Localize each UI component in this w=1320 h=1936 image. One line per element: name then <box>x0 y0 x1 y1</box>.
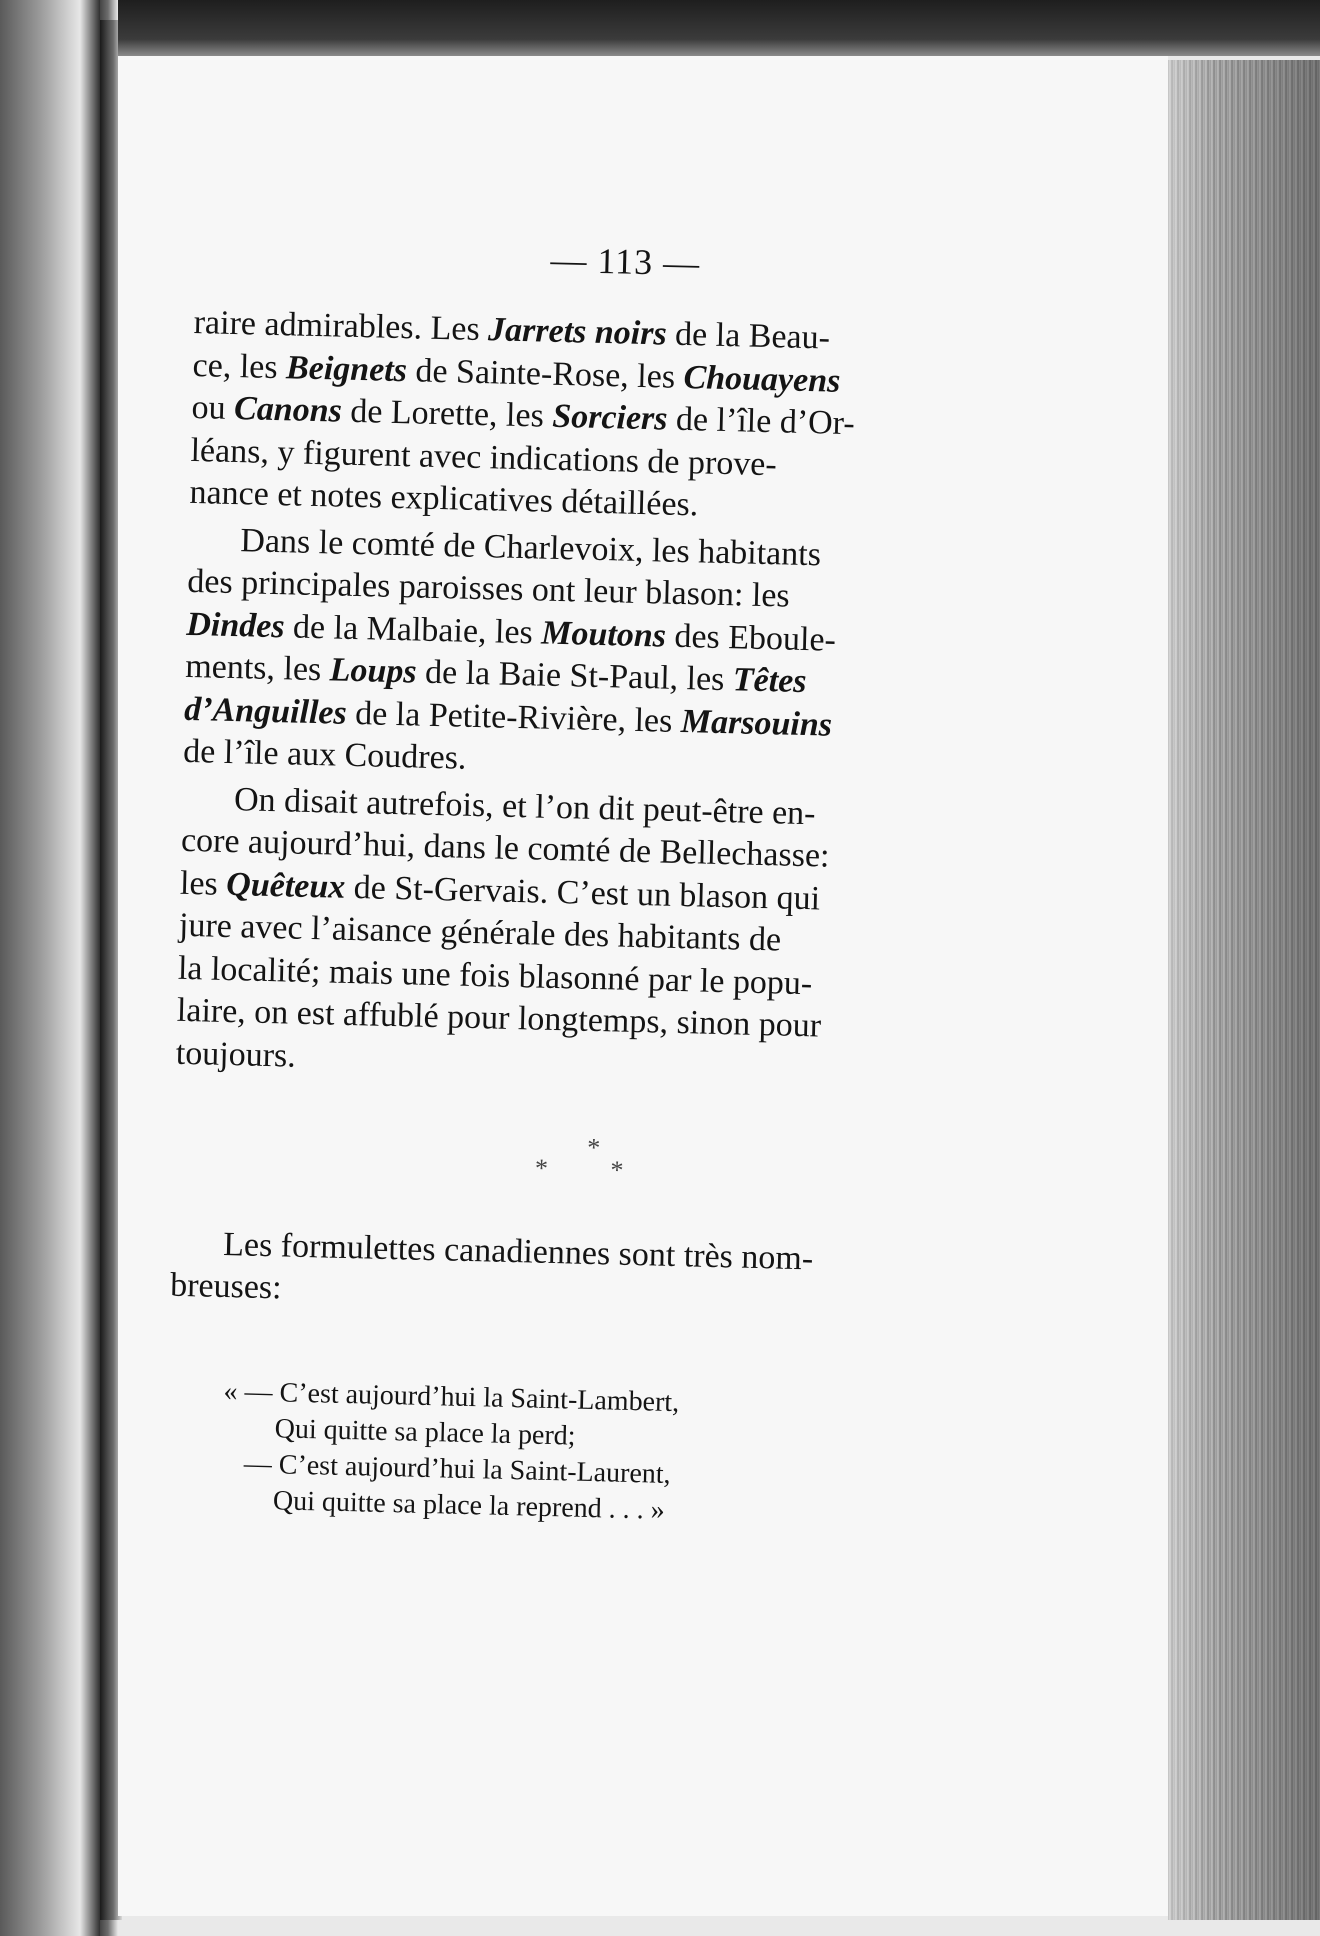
verse-line: — C’est aujourd’hui la Saint-Laurent, <box>243 1448 672 1490</box>
paragraph-3 <box>175 777 982 1094</box>
text-line: de l’île aux Coudres. <box>182 732 467 777</box>
asterism-top: * <box>586 1132 601 1163</box>
verse-block <box>221 1374 968 1536</box>
asterism-divider <box>173 1127 974 1191</box>
page-fore-edge-shade <box>1168 60 1320 1920</box>
text-line: toujours. <box>175 1034 297 1075</box>
paragraph-2 <box>183 518 989 792</box>
text-line: Les formulettes canadiennes sont très nom- <box>222 1225 814 1278</box>
text-line: d’Anguilles de la Petite-Rivière, les Marsouins <box>183 690 833 744</box>
text-line: nance et notes explicatives détaillées. <box>189 473 699 524</box>
asterism-bottom: * * <box>534 1153 652 1186</box>
text-line: les Quêteux de St-Gervais. C’est un blason qui <box>179 864 821 917</box>
text-line: jure avec l’aisance générale des habitants de <box>178 906 782 959</box>
text-line: raire admirables. Les Jarrets noirs de la Beau- <box>193 303 831 357</box>
verse-line: « — C’est aujourd’hui la Saint-Lambert, <box>223 1376 680 1419</box>
text-line: core aujourd’hui, dans le comté de Bellechasse: <box>180 821 830 875</box>
text-line: la localité; mais une fois blasonné par le popu- <box>177 949 813 1002</box>
text-line: des principales paroisses ont leur blason: les <box>186 562 791 615</box>
page-text <box>165 230 996 1536</box>
top-shadow-band <box>118 0 1320 56</box>
paragraph-4 <box>170 1223 972 1327</box>
text-line: On disait autrefois, et l’on dit peut-être en- <box>233 780 816 832</box>
text-line: breuses: <box>169 1266 283 1307</box>
verse-line: Qui quitte sa place la reprend . . . » <box>272 1485 666 1526</box>
left-page-edge <box>0 0 100 1936</box>
text-line: ce, les Beignets de Sainte-Rose, les Chouayens <box>192 346 841 400</box>
text-line: laire, on est affublé pour longtemps, sinon pour <box>176 991 822 1045</box>
text-line: ou Canons de Lorette, les Sorciers de l’île d’Or- <box>191 388 856 443</box>
text-line: ments, les Loups de la Baie St-Paul, les Têtes <box>184 647 807 701</box>
verse-line: Qui quitte sa place la perd; <box>274 1413 576 1452</box>
text-line: Dans le comté de Charlevoix, les habitants <box>239 521 822 573</box>
text-line: Dindes de la Malbaie, les Moutons des Eboule- <box>185 605 837 659</box>
page-number: — 113 — <box>550 239 701 284</box>
text-line: léans, y figurent avec indications de prove- <box>190 431 778 483</box>
paragraph-1 <box>189 302 994 534</box>
